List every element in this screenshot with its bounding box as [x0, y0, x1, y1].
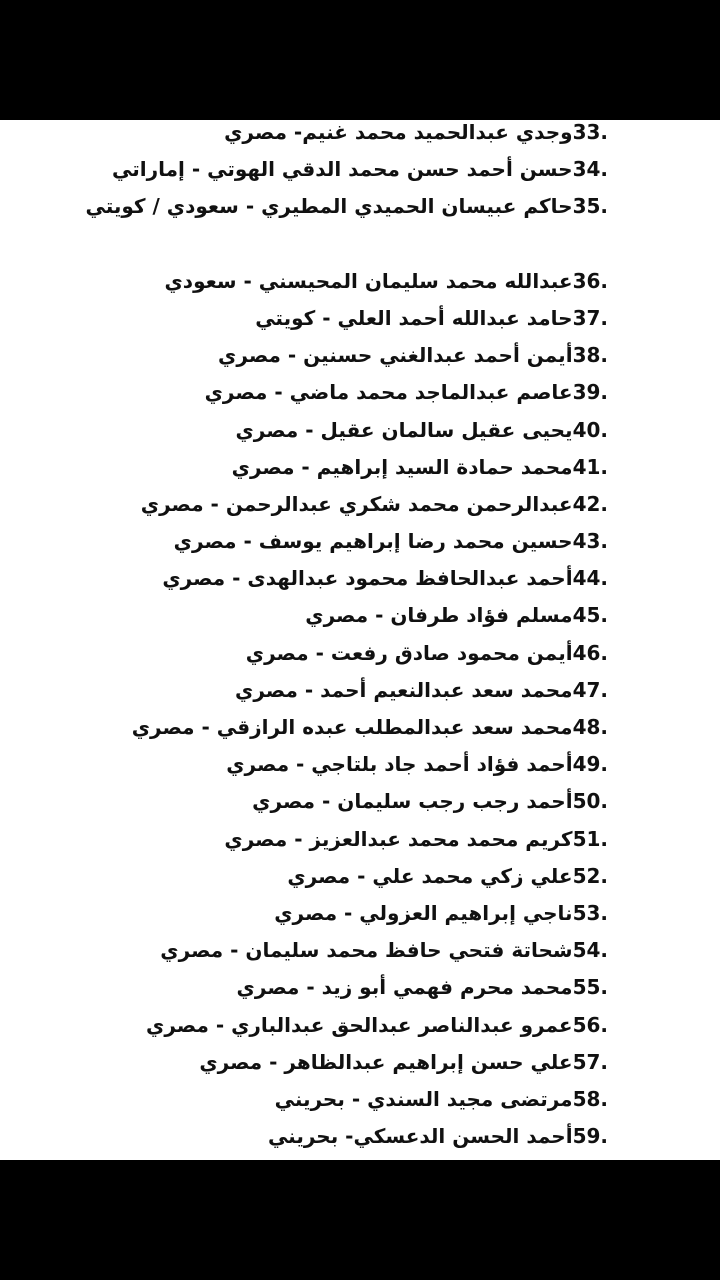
item-text: علي حسن إبراهيم عبدالظاهر - مصري — [199, 1049, 573, 1074]
item-number: 49. — [572, 752, 608, 777]
item-text: محمد سعد عبدالمطلب عبده الرازقي - مصري — [131, 715, 573, 740]
item-number: 38. — [572, 343, 608, 368]
list-item — [18, 263, 608, 300]
list-item — [18, 1044, 608, 1081]
item-text: مسلم فؤاد طرفان - مصري — [305, 603, 573, 628]
item-text: حسن أحمد حسن محمد الدقي الهوتي - إماراتي — [112, 157, 573, 182]
item-text: مرتضى مجيد السندي - بحريني — [274, 1086, 573, 1111]
item-text: عمرو عبدالناصر عبدالحق عبدالباري - مصري — [146, 1012, 573, 1037]
list-item — [18, 672, 608, 709]
list-item — [18, 523, 608, 560]
list-item — [18, 858, 608, 895]
item-text: أيمن أحمد عبدالغني حسنين - مصري — [218, 343, 573, 368]
item-number: 33. — [572, 120, 608, 144]
list-item — [18, 151, 608, 188]
item-text: وجدي عبدالحميد محمد غنيم- مصري — [224, 120, 573, 144]
item-number: 53. — [572, 900, 608, 925]
list-item — [18, 337, 608, 374]
item-number: 44. — [572, 566, 608, 591]
list-item — [18, 486, 608, 523]
item-number: 35. — [572, 194, 608, 219]
list-item — [18, 969, 608, 1006]
list-item — [18, 188, 608, 262]
item-text: أحمد الحسن الدعسكي- بحريني — [267, 1124, 573, 1149]
list-item — [18, 783, 608, 820]
list-item — [18, 1081, 608, 1118]
list-item — [18, 120, 608, 151]
item-text: ناجي إبراهيم العزولي - مصري — [274, 900, 573, 925]
item-number: 34. — [572, 157, 608, 182]
list-item — [18, 560, 608, 597]
list-item — [18, 635, 608, 672]
item-number: 43. — [572, 529, 608, 554]
list-item — [18, 374, 608, 411]
list-item — [18, 449, 608, 486]
item-number: 41. — [572, 454, 608, 479]
item-number: 57. — [572, 1049, 608, 1074]
item-text: حسين محمد رضا إبراهيم يوسف - مصري — [173, 529, 573, 554]
item-text: أحمد رجب رجب سليمان - مصري — [252, 789, 573, 814]
list-item — [18, 597, 608, 634]
names-list — [18, 120, 608, 1155]
item-number: 37. — [572, 305, 608, 330]
item-number: 54. — [572, 938, 608, 963]
item-number: 58. — [572, 1086, 608, 1111]
item-text: محمد محرم فهمي أبو زيد - مصري — [236, 975, 573, 1000]
list-item — [18, 895, 608, 932]
list-item — [18, 1007, 608, 1044]
item-number: 50. — [572, 789, 608, 814]
list-item — [18, 1118, 608, 1155]
item-number: 40. — [572, 417, 608, 442]
list-item — [18, 746, 608, 783]
item-text: حاكم عبيسان الحميدي المطيري - سعودي / كويتي — [85, 194, 573, 219]
item-text: عاصم عبدالماجد محمد ماضي - مصري — [204, 380, 573, 405]
item-text: حامد عبدالله أحمد العلي - كويتي — [255, 305, 573, 330]
item-text: شحاتة فتحي حافظ محمد سليمان - مصري — [160, 938, 573, 963]
top-letterbox — [0, 0, 720, 120]
item-number: 48. — [572, 715, 608, 740]
bottom-letterbox — [0, 1160, 720, 1280]
item-text: محمد حمادة السيد إبراهيم - مصري — [231, 454, 573, 479]
item-number: 45. — [572, 603, 608, 628]
item-text: أيمن محمود صادق رفعت - مصري — [245, 640, 573, 665]
item-number: 47. — [572, 677, 608, 702]
list-item — [18, 412, 608, 449]
item-text: محمد سعد عبدالنعيم أحمد - مصري — [235, 677, 573, 702]
item-number: 51. — [572, 826, 608, 851]
item-text: عبدالله محمد سليمان المحيسني - سعودي — [164, 268, 573, 293]
list-item — [18, 932, 608, 969]
item-number: 42. — [572, 491, 608, 516]
item-text: عبدالرحمن محمد شكري عبدالرحمن - مصري — [140, 491, 573, 516]
item-number: 46. — [572, 640, 608, 665]
list-item — [18, 709, 608, 746]
list-item — [18, 300, 608, 337]
item-text: أحمد عبدالحافظ محمود عبدالهدى - مصري — [162, 566, 573, 591]
item-number: 39. — [572, 380, 608, 405]
item-number: 59. — [572, 1124, 608, 1149]
item-number: 52. — [572, 863, 608, 888]
document-page — [0, 120, 720, 1160]
list-item — [18, 821, 608, 858]
item-text: أحمد فؤاد أحمد جاد بلتاجي - مصري — [226, 752, 573, 777]
item-number: 36. — [572, 268, 608, 293]
item-text: علي زكي محمد علي - مصري — [287, 863, 573, 888]
item-number: 55. — [572, 975, 608, 1000]
item-text: يحيى عقيل سالمان عقيل - مصري — [235, 417, 573, 442]
item-text: كريم محمد محمد عبدالعزيز - مصري — [224, 826, 573, 851]
item-number: 56. — [572, 1012, 608, 1037]
